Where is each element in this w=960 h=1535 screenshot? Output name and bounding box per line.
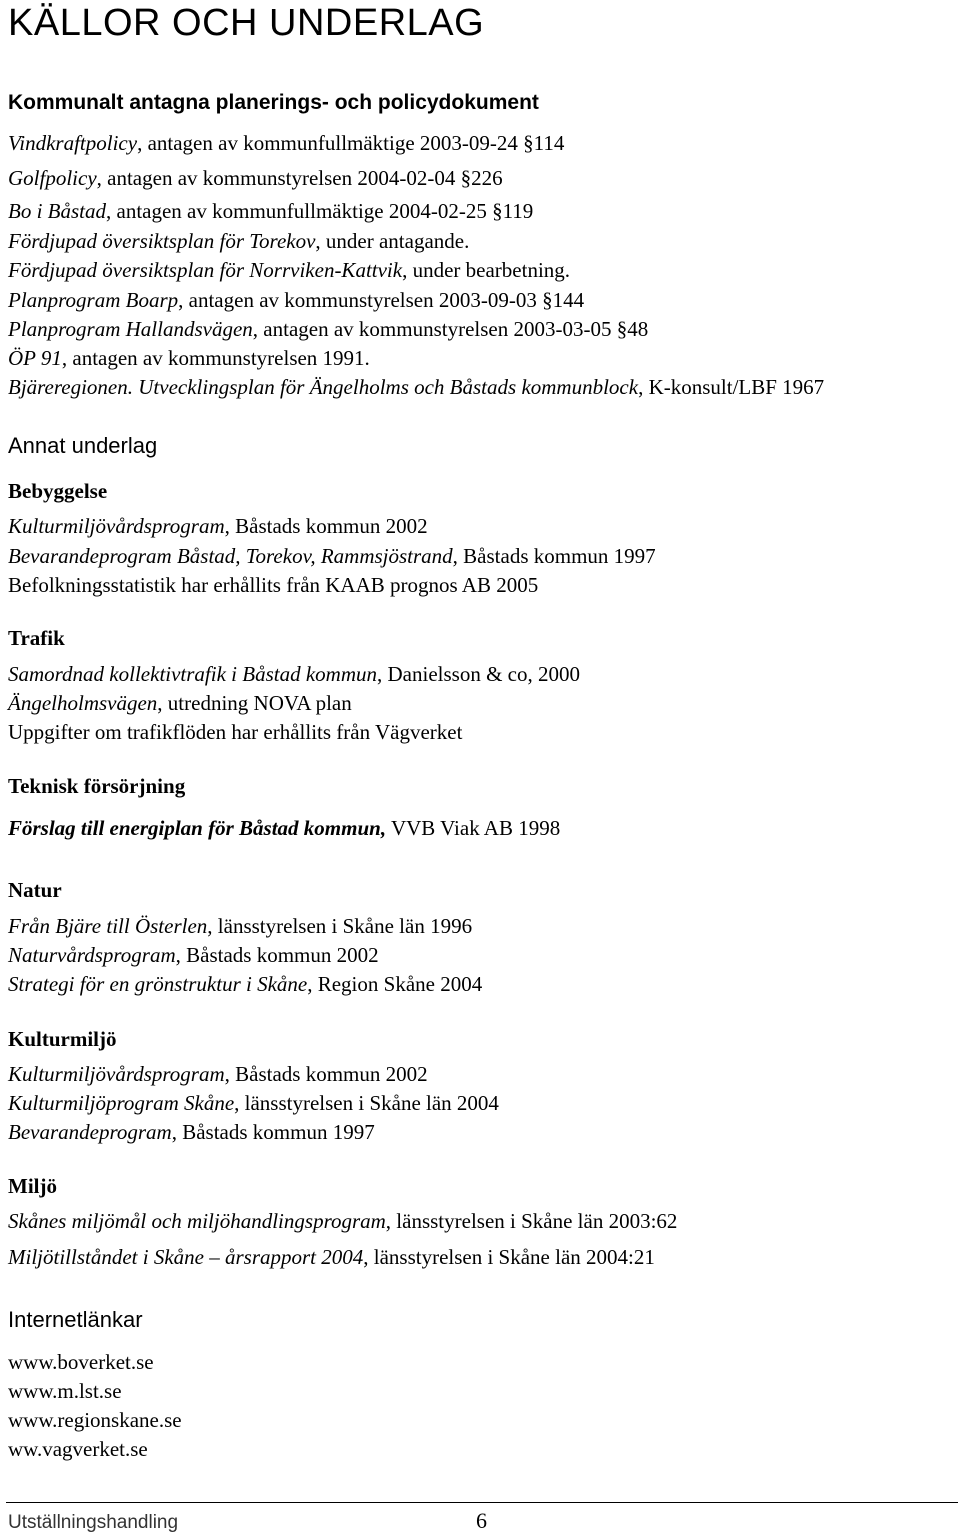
doc-detail: , Båstads kommun 2002 <box>224 514 428 538</box>
kommunalt-item-8 <box>8 345 370 371</box>
page-title: KÄLLOR OCH UNDERLAG <box>8 2 485 44</box>
doc-title: Kulturmiljöprogram Skåne <box>8 1091 235 1115</box>
doc-title: Bo i Båstad <box>8 199 106 223</box>
heading-trafik: Trafik <box>8 626 65 650</box>
heading-miljo: Miljö <box>8 1174 57 1198</box>
kommunalt-item-5 <box>8 257 570 283</box>
link-regionskane[interactable]: www.regionskane.se <box>8 1408 182 1432</box>
kommunalt-item-1 <box>8 130 564 156</box>
doc-detail: , antagen av kommunfullmäktige 2003-09-24 §114 <box>137 131 565 155</box>
doc-detail: , antagen av kommunstyrelsen 1991. <box>61 346 370 370</box>
doc-title: Strategi för en grönstruktur i Skåne <box>8 972 308 996</box>
heading-natur: Natur <box>8 878 62 902</box>
miljo-item-2 <box>8 1244 655 1270</box>
doc-title: Bjäreregionen. Utvecklingsplan för Ängelholms och Båstads kommunblock <box>8 375 639 399</box>
doc-title: Vindkraftpolicy <box>8 131 138 155</box>
doc-detail: , K-konsult/LBF 1967 <box>638 375 825 399</box>
heading-annat-underlag: Annat underlag <box>8 433 158 458</box>
doc-detail: , under bearbetning. <box>402 258 571 282</box>
doc-title: Fördjupad översiktsplan för Norrviken-Kattvik <box>8 258 403 282</box>
kulturmiljo-item-3 <box>8 1119 375 1145</box>
doc-detail: , utredning NOVA plan <box>157 691 352 715</box>
doc-detail: , Båstads kommun 1997 <box>171 1120 375 1144</box>
heading-kulturmiljo: Kulturmiljö <box>8 1027 117 1051</box>
doc-detail: , Danielsson & co, 2000 <box>377 662 580 686</box>
bebyggelse-item-2 <box>8 543 656 569</box>
heading-teknisk-forsorjning: Teknisk försörjning <box>8 774 186 798</box>
page-number: 6 <box>476 1508 487 1533</box>
kommunalt-item-9 <box>8 374 824 400</box>
heading-internetlankar: Internetlänkar <box>8 1307 143 1332</box>
doc-title: Skånes miljömål och miljöhandlingsprogram <box>8 1209 386 1233</box>
bebyggelse-item-1 <box>8 513 428 539</box>
doc-detail: , länsstyrelsen i Skåne län 1996 <box>207 914 473 938</box>
link-m-lst[interactable]: www.m.lst.se <box>8 1379 122 1403</box>
kulturmiljo-item-2 <box>8 1090 499 1116</box>
kommunalt-item-4 <box>8 228 469 254</box>
kulturmiljo-item-1 <box>8 1061 428 1087</box>
doc-title: Bevarandeprogram <box>8 1120 172 1144</box>
doc-detail: , Region Skåne 2004 <box>307 972 483 996</box>
link-boverket[interactable]: www.boverket.se <box>8 1350 154 1374</box>
natur-item-2 <box>8 942 379 968</box>
doc-title: Kulturmiljövårdsprogram <box>8 514 225 538</box>
doc-detail: Uppgifter om trafikflöden har erhållits från Vägverket <box>8 720 463 744</box>
doc-detail: , länsstyrelsen i Skåne län 2004 <box>234 1091 499 1115</box>
doc-title: Planprogram Boarp <box>8 288 179 312</box>
teknisk-item-1 <box>8 815 560 841</box>
kommunalt-item-2 <box>8 165 503 191</box>
heading-kommunalt: Kommunalt antagna planerings- och policydokument <box>8 91 539 114</box>
doc-title: Naturvårdsprogram <box>8 943 176 967</box>
doc-title: Kulturmiljövårdsprogram <box>8 1062 225 1086</box>
doc-title: Miljötillståndet i Skåne – årsrapport 2004 <box>8 1245 364 1269</box>
doc-title: Bevarandeprogram Båstad, Torekov, Rammsjöstrand <box>8 544 453 568</box>
footer-label: Utställningshandling <box>8 1512 179 1533</box>
doc-detail: Befolkningsstatistik har erhållits från KAAB prognos AB 2005 <box>8 573 539 597</box>
doc-title: Fördjupad översiktsplan för Torekov <box>8 229 316 253</box>
trafik-item-2 <box>8 690 352 716</box>
natur-item-3 <box>8 971 482 997</box>
kommunalt-item-7 <box>8 316 648 342</box>
doc-title: Planprogram Hallandsvägen <box>8 317 253 341</box>
trafik-item-1 <box>8 661 580 687</box>
doc-detail: , under antagande. <box>315 229 470 253</box>
doc-detail: , Båstads kommun 2002 <box>224 1062 428 1086</box>
natur-item-1 <box>8 913 472 939</box>
doc-detail: VVB Viak AB 1998 <box>386 816 561 840</box>
doc-detail: , länsstyrelsen i Skåne län 2003:62 <box>385 1209 678 1233</box>
bebyggelse-item-3 <box>8 572 538 598</box>
link-vagverket[interactable]: ww.vagverket.se <box>8 1437 148 1461</box>
footer-rule <box>6 1502 958 1503</box>
doc-detail: , antagen av kommunstyrelsen 2004-02-04 §226 <box>96 166 503 190</box>
doc-detail: , Båstads kommun 1997 <box>452 544 656 568</box>
doc-title: ÖP 91 <box>8 346 62 370</box>
heading-bebyggelse: Bebyggelse <box>8 479 108 503</box>
miljo-item-1 <box>8 1208 677 1234</box>
kommunalt-item-6 <box>8 287 584 313</box>
doc-title: Ängelholmsvägen <box>8 691 158 715</box>
doc-detail: , länsstyrelsen i Skåne län 2004:21 <box>363 1245 655 1269</box>
doc-title: Förslag till energiplan för Båstad kommun, <box>8 816 387 840</box>
doc-detail: , antagen av kommunfullmäktige 2004-02-25 §119 <box>106 199 534 223</box>
doc-title: Samordnad kollektivtrafik i Båstad kommun <box>8 662 377 686</box>
doc-title: Från Bjäre till Österlen <box>8 914 208 938</box>
doc-title: Golfpolicy <box>8 166 97 190</box>
trafik-item-3 <box>8 719 462 745</box>
doc-detail: , antagen av kommunstyrelsen 2003-03-05 §48 <box>252 317 649 341</box>
kommunalt-item-3 <box>8 198 533 224</box>
doc-detail: , antagen av kommunstyrelsen 2003-09-03 §144 <box>178 288 585 312</box>
doc-detail: , Båstads kommun 2002 <box>175 943 379 967</box>
